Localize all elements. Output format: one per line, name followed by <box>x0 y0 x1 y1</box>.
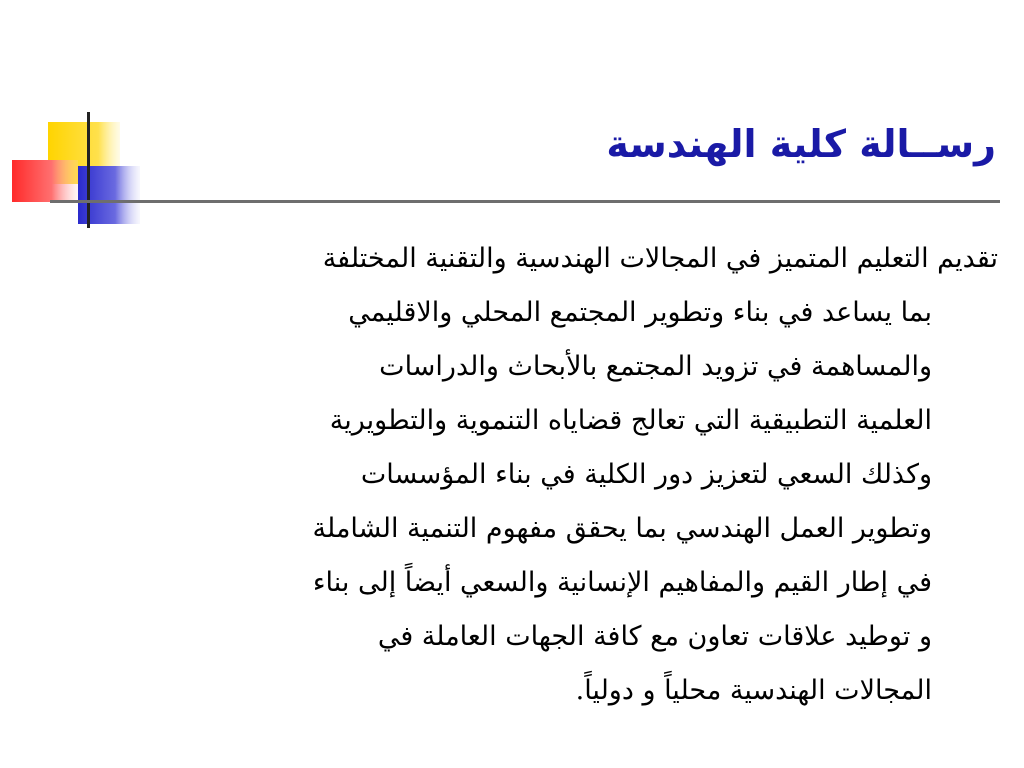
body-line: وتطوير العمل الهندسي بما يحقق مفهوم التنمية الشاملة <box>312 513 932 544</box>
body-line: تقديم التعليم المتميز في المجالات الهندسية والتقنية المختلفة <box>322 243 998 274</box>
body-line: بما يساعد في بناء وتطوير المجتمع المحلي والاقليمي <box>348 297 932 328</box>
slide-body <box>168 232 998 718</box>
body-line: وكذلك السعي لتعزيز دور الكلية في بناء المؤسسات <box>360 459 932 490</box>
body-line: المجالات الهندسية محلياً و دولياً. <box>575 675 932 706</box>
title-underline-rule <box>50 200 1000 203</box>
slide-title: رســالة كلية الهندسة <box>606 122 996 166</box>
body-line: و توطيد علاقات تعاون مع كافة الجهات العاملة في <box>377 621 932 652</box>
body-line: في إطار القيم والمفاهيم الإنسانية والسعي أيضاً إلى بناء <box>312 567 932 598</box>
body-line: والمساهمة في تزويد المجتمع بالأبحاث والدراسات <box>379 351 932 382</box>
decorative-corner-graphic <box>0 0 180 240</box>
body-line: العلمية التطبيقية التي تعالج قضاياه التنموية والتطويرية <box>329 405 932 436</box>
deco-red-square <box>12 160 78 202</box>
deco-vertical-line <box>87 112 90 228</box>
